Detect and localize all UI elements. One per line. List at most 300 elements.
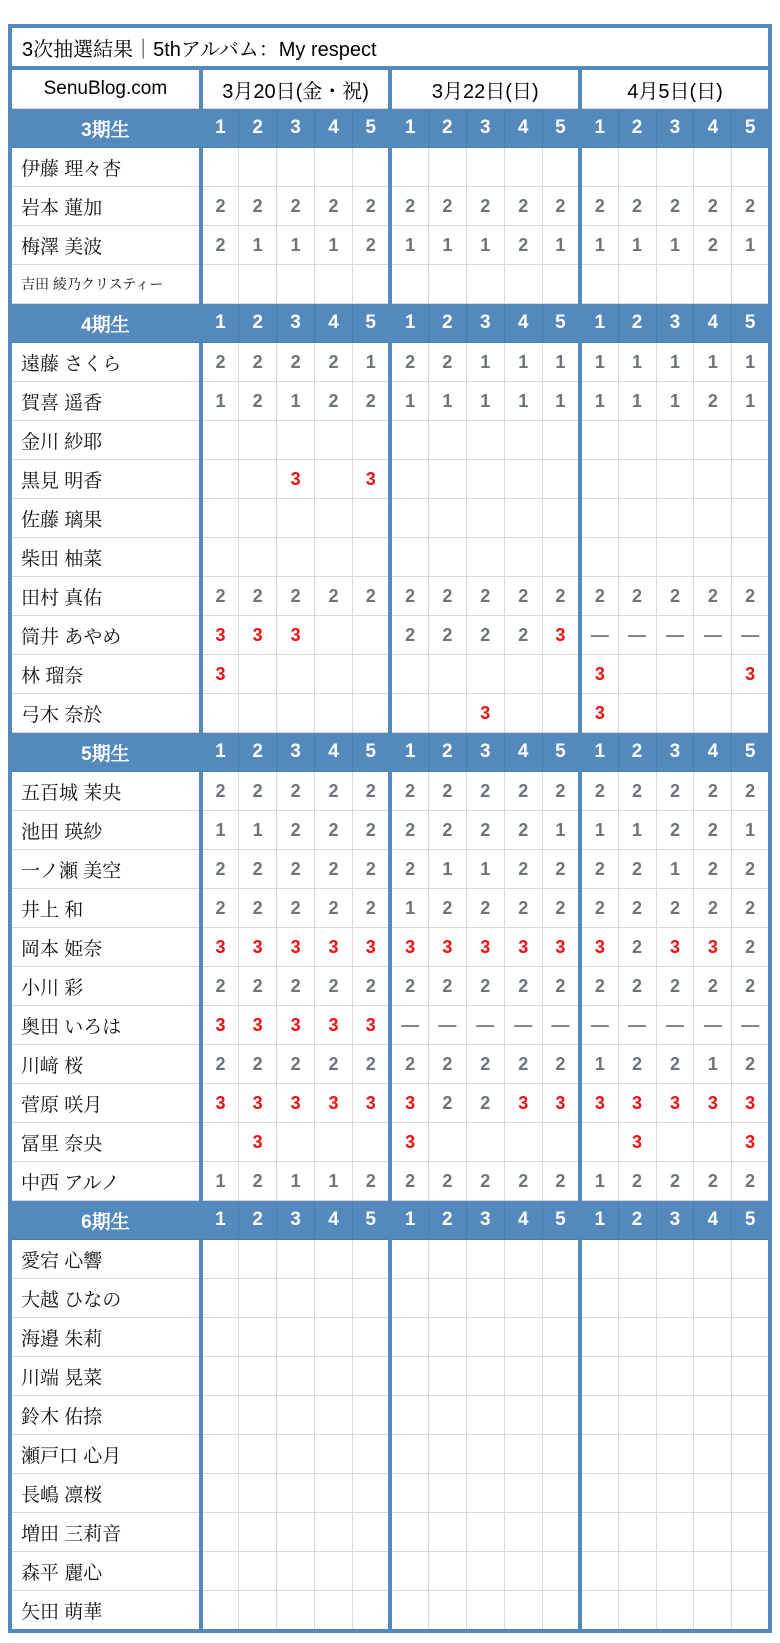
value-cell bbox=[504, 421, 542, 460]
slot-number: 1 bbox=[580, 1201, 618, 1240]
value-cell: 3 bbox=[353, 460, 391, 499]
value-cell bbox=[353, 1318, 391, 1357]
value-cell bbox=[618, 1318, 656, 1357]
value-cell: 2 bbox=[428, 343, 466, 382]
value-cell: 2 bbox=[315, 343, 353, 382]
value-cell: 1 bbox=[618, 382, 656, 421]
value-cell: 3 bbox=[466, 928, 504, 967]
value-cell: 2 bbox=[504, 850, 542, 889]
value-cell bbox=[504, 1279, 542, 1318]
value-cell bbox=[277, 1474, 315, 1513]
value-cell bbox=[656, 1474, 694, 1513]
value-cell bbox=[504, 1435, 542, 1474]
value-cell bbox=[618, 265, 656, 304]
value-cell bbox=[201, 1318, 239, 1357]
value-cell bbox=[201, 1591, 239, 1632]
value-cell bbox=[428, 1279, 466, 1318]
value-cell bbox=[239, 499, 277, 538]
value-cell: 2 bbox=[428, 889, 466, 928]
value-cell bbox=[239, 1591, 277, 1632]
value-cell: 2 bbox=[201, 187, 239, 226]
value-cell: 2 bbox=[315, 811, 353, 850]
member-name: 黒見 明香 bbox=[10, 460, 201, 499]
value-cell bbox=[353, 265, 391, 304]
value-cell: 2 bbox=[353, 967, 391, 1006]
value-cell bbox=[656, 1513, 694, 1552]
value-cell bbox=[580, 148, 618, 187]
value-cell: 2 bbox=[390, 187, 428, 226]
value-cell: 2 bbox=[656, 967, 694, 1006]
value-cell bbox=[315, 265, 353, 304]
value-cell bbox=[656, 1396, 694, 1435]
value-cell: 3 bbox=[353, 1084, 391, 1123]
value-cell: 2 bbox=[390, 1162, 428, 1201]
value-cell bbox=[656, 1240, 694, 1279]
slot-number: 5 bbox=[542, 733, 580, 772]
value-cell: 2 bbox=[466, 967, 504, 1006]
value-cell bbox=[694, 1240, 732, 1279]
member-name: 吉田 綾乃クリスティー bbox=[10, 265, 201, 304]
member-name: 増田 三莉音 bbox=[10, 1513, 201, 1552]
value-cell bbox=[466, 1357, 504, 1396]
member-row bbox=[10, 1318, 770, 1357]
value-cell bbox=[504, 1240, 542, 1279]
member-name: 矢田 萌華 bbox=[10, 1591, 201, 1632]
slot-number: 3 bbox=[466, 109, 504, 148]
slot-number: 1 bbox=[390, 733, 428, 772]
value-cell bbox=[466, 1513, 504, 1552]
section-label: 5期生 bbox=[10, 733, 201, 772]
value-cell: 1 bbox=[732, 382, 770, 421]
value-cell bbox=[694, 1357, 732, 1396]
slot-number: 2 bbox=[428, 1201, 466, 1240]
value-cell: 3 bbox=[732, 1123, 770, 1162]
value-cell bbox=[504, 1396, 542, 1435]
slot-number: 1 bbox=[201, 1201, 239, 1240]
member-row bbox=[10, 1357, 770, 1396]
value-cell bbox=[542, 1318, 580, 1357]
value-cell: 2 bbox=[390, 577, 428, 616]
value-cell: 2 bbox=[239, 967, 277, 1006]
value-cell: 2 bbox=[201, 343, 239, 382]
value-cell bbox=[201, 499, 239, 538]
value-cell: 3 bbox=[201, 1006, 239, 1045]
value-cell bbox=[277, 265, 315, 304]
value-cell bbox=[618, 460, 656, 499]
value-cell: 3 bbox=[353, 928, 391, 967]
value-cell: 3 bbox=[580, 655, 618, 694]
value-cell bbox=[656, 1552, 694, 1591]
value-cell bbox=[694, 1279, 732, 1318]
member-row bbox=[10, 382, 770, 421]
value-cell: 2 bbox=[201, 1045, 239, 1084]
value-cell bbox=[466, 655, 504, 694]
value-cell bbox=[201, 1123, 239, 1162]
value-cell: 3 bbox=[277, 1006, 315, 1045]
value-cell: 2 bbox=[618, 187, 656, 226]
value-cell: 1 bbox=[542, 343, 580, 382]
value-cell bbox=[656, 265, 694, 304]
value-cell: 2 bbox=[466, 577, 504, 616]
value-cell: 2 bbox=[353, 382, 391, 421]
value-cell bbox=[580, 538, 618, 577]
slot-number: 2 bbox=[618, 304, 656, 343]
lottery-results-table bbox=[8, 24, 772, 1633]
value-cell bbox=[656, 1357, 694, 1396]
member-name: 佐藤 璃果 bbox=[10, 499, 201, 538]
value-cell: 2 bbox=[201, 772, 239, 811]
value-cell: 2 bbox=[239, 1162, 277, 1201]
value-cell: — bbox=[428, 1006, 466, 1045]
value-cell bbox=[353, 1513, 391, 1552]
value-cell bbox=[580, 1591, 618, 1632]
value-cell bbox=[277, 499, 315, 538]
value-cell bbox=[732, 460, 770, 499]
value-cell bbox=[239, 655, 277, 694]
value-cell bbox=[580, 1435, 618, 1474]
value-cell bbox=[390, 1435, 428, 1474]
value-cell bbox=[428, 1357, 466, 1396]
value-cell: 2 bbox=[732, 889, 770, 928]
member-name: 中西 アルノ bbox=[10, 1162, 201, 1201]
value-cell: 1 bbox=[239, 226, 277, 265]
value-cell bbox=[732, 538, 770, 577]
value-cell bbox=[694, 1318, 732, 1357]
value-cell bbox=[353, 148, 391, 187]
value-cell: 1 bbox=[390, 889, 428, 928]
value-cell bbox=[542, 1279, 580, 1318]
value-cell: 1 bbox=[732, 811, 770, 850]
value-cell: 2 bbox=[580, 850, 618, 889]
slot-number: 3 bbox=[277, 304, 315, 343]
member-name: 長嶋 凛桜 bbox=[10, 1474, 201, 1513]
value-cell bbox=[390, 1513, 428, 1552]
value-cell bbox=[618, 499, 656, 538]
value-cell: 2 bbox=[656, 811, 694, 850]
slot-number: 1 bbox=[201, 304, 239, 343]
value-cell bbox=[390, 694, 428, 733]
value-cell bbox=[694, 499, 732, 538]
value-cell: 2 bbox=[390, 850, 428, 889]
value-cell bbox=[466, 1474, 504, 1513]
value-cell: 1 bbox=[428, 226, 466, 265]
value-cell: — bbox=[694, 616, 732, 655]
value-cell: 2 bbox=[466, 772, 504, 811]
value-cell bbox=[466, 1396, 504, 1435]
member-row bbox=[10, 1006, 770, 1045]
value-cell: 1 bbox=[239, 811, 277, 850]
value-cell: 2 bbox=[504, 967, 542, 1006]
member-name: 伊藤 理々杏 bbox=[10, 148, 201, 187]
value-cell: 1 bbox=[618, 811, 656, 850]
member-row bbox=[10, 1162, 770, 1201]
member-row bbox=[10, 499, 770, 538]
value-cell bbox=[466, 1435, 504, 1474]
value-cell bbox=[201, 538, 239, 577]
value-cell: 3 bbox=[277, 460, 315, 499]
value-cell: 2 bbox=[618, 850, 656, 889]
value-cell: 2 bbox=[315, 577, 353, 616]
value-cell bbox=[201, 148, 239, 187]
value-cell: 2 bbox=[694, 1162, 732, 1201]
value-cell: 2 bbox=[732, 772, 770, 811]
member-name: 奥田 いろは bbox=[10, 1006, 201, 1045]
value-cell bbox=[428, 538, 466, 577]
value-cell: 2 bbox=[694, 382, 732, 421]
date-header-3: 4月5日(日) bbox=[580, 68, 770, 109]
value-cell bbox=[466, 460, 504, 499]
value-cell bbox=[390, 460, 428, 499]
value-cell: — bbox=[656, 1006, 694, 1045]
value-cell: 2 bbox=[656, 889, 694, 928]
value-cell: 2 bbox=[466, 1045, 504, 1084]
value-cell: 1 bbox=[201, 1162, 239, 1201]
value-cell bbox=[580, 1240, 618, 1279]
value-cell bbox=[542, 1513, 580, 1552]
value-cell bbox=[618, 1357, 656, 1396]
slot-number: 4 bbox=[315, 304, 353, 343]
member-row bbox=[10, 460, 770, 499]
member-row bbox=[10, 1123, 770, 1162]
slot-number: 2 bbox=[239, 304, 277, 343]
member-name: 菅原 咲月 bbox=[10, 1084, 201, 1123]
value-cell: 2 bbox=[504, 577, 542, 616]
value-cell bbox=[732, 1552, 770, 1591]
value-cell bbox=[428, 1435, 466, 1474]
value-cell bbox=[542, 538, 580, 577]
value-cell bbox=[428, 265, 466, 304]
member-name: 森平 麗心 bbox=[10, 1552, 201, 1591]
value-cell bbox=[732, 1435, 770, 1474]
value-cell bbox=[656, 538, 694, 577]
value-cell bbox=[428, 655, 466, 694]
value-cell bbox=[428, 1318, 466, 1357]
value-cell bbox=[201, 421, 239, 460]
value-cell: 3 bbox=[201, 616, 239, 655]
member-name: 田村 真佑 bbox=[10, 577, 201, 616]
value-cell: 3 bbox=[504, 1084, 542, 1123]
slot-number: 3 bbox=[277, 733, 315, 772]
slot-number: 4 bbox=[694, 109, 732, 148]
value-cell bbox=[239, 1552, 277, 1591]
value-cell bbox=[315, 1474, 353, 1513]
value-cell bbox=[315, 538, 353, 577]
value-cell: 1 bbox=[504, 382, 542, 421]
value-cell bbox=[428, 499, 466, 538]
value-cell bbox=[277, 1123, 315, 1162]
value-cell bbox=[239, 460, 277, 499]
value-cell bbox=[277, 421, 315, 460]
value-cell: 2 bbox=[239, 187, 277, 226]
value-cell bbox=[732, 421, 770, 460]
date-header-2: 3月22日(日) bbox=[390, 68, 580, 109]
value-cell bbox=[428, 1591, 466, 1632]
value-cell: 2 bbox=[428, 577, 466, 616]
value-cell bbox=[353, 538, 391, 577]
value-cell: 2 bbox=[353, 187, 391, 226]
value-cell bbox=[618, 1279, 656, 1318]
value-cell bbox=[201, 1357, 239, 1396]
member-row bbox=[10, 655, 770, 694]
page-title: 3次抽選結果｜5thアルバム：My respect bbox=[10, 26, 770, 68]
value-cell: 1 bbox=[656, 226, 694, 265]
value-cell bbox=[466, 1591, 504, 1632]
value-cell: 3 bbox=[618, 1084, 656, 1123]
value-cell: 2 bbox=[353, 577, 391, 616]
value-cell: 3 bbox=[201, 928, 239, 967]
value-cell bbox=[239, 265, 277, 304]
value-cell: 1 bbox=[580, 226, 618, 265]
value-cell: 3 bbox=[277, 1084, 315, 1123]
value-cell: 2 bbox=[315, 967, 353, 1006]
value-cell bbox=[656, 1318, 694, 1357]
slot-number: 5 bbox=[353, 733, 391, 772]
member-row bbox=[10, 226, 770, 265]
value-cell: 2 bbox=[542, 889, 580, 928]
value-cell bbox=[580, 1513, 618, 1552]
value-cell: 2 bbox=[428, 1162, 466, 1201]
value-cell bbox=[732, 499, 770, 538]
value-cell: 2 bbox=[542, 577, 580, 616]
value-cell bbox=[504, 1123, 542, 1162]
value-cell bbox=[542, 1474, 580, 1513]
value-cell: 2 bbox=[732, 967, 770, 1006]
value-cell: — bbox=[694, 1006, 732, 1045]
value-cell bbox=[504, 1357, 542, 1396]
value-cell bbox=[504, 1318, 542, 1357]
slot-number: 5 bbox=[732, 733, 770, 772]
value-cell: 2 bbox=[239, 1045, 277, 1084]
value-cell: 2 bbox=[390, 811, 428, 850]
slot-number: 1 bbox=[201, 733, 239, 772]
value-cell bbox=[504, 1591, 542, 1632]
value-cell bbox=[315, 460, 353, 499]
value-cell: 2 bbox=[353, 772, 391, 811]
member-row bbox=[10, 694, 770, 733]
member-name: 井上 和 bbox=[10, 889, 201, 928]
member-row bbox=[10, 421, 770, 460]
value-cell: 2 bbox=[504, 616, 542, 655]
value-cell bbox=[618, 421, 656, 460]
value-cell: 3 bbox=[277, 928, 315, 967]
value-cell: 2 bbox=[239, 343, 277, 382]
value-cell: 2 bbox=[277, 343, 315, 382]
value-cell bbox=[542, 460, 580, 499]
value-cell: — bbox=[656, 616, 694, 655]
value-cell: — bbox=[618, 616, 656, 655]
site-brand: SenuBlog.com bbox=[10, 68, 201, 109]
value-cell: 2 bbox=[542, 967, 580, 1006]
value-cell bbox=[694, 655, 732, 694]
value-cell: 3 bbox=[580, 928, 618, 967]
value-cell bbox=[504, 148, 542, 187]
value-cell bbox=[239, 1435, 277, 1474]
value-cell bbox=[542, 1396, 580, 1435]
value-cell bbox=[580, 1552, 618, 1591]
value-cell bbox=[656, 1591, 694, 1632]
value-cell: 1 bbox=[618, 226, 656, 265]
value-cell: 3 bbox=[694, 928, 732, 967]
value-cell bbox=[239, 1474, 277, 1513]
member-name: 池田 瑛紗 bbox=[10, 811, 201, 850]
value-cell: 1 bbox=[201, 811, 239, 850]
value-cell bbox=[315, 148, 353, 187]
value-cell bbox=[732, 1474, 770, 1513]
value-cell bbox=[694, 265, 732, 304]
value-cell bbox=[694, 1591, 732, 1632]
value-cell: 1 bbox=[618, 343, 656, 382]
value-cell: 2 bbox=[618, 928, 656, 967]
member-row bbox=[10, 1396, 770, 1435]
value-cell bbox=[466, 538, 504, 577]
value-cell: 2 bbox=[732, 850, 770, 889]
value-cell bbox=[694, 148, 732, 187]
value-cell: — bbox=[390, 1006, 428, 1045]
value-cell bbox=[428, 1123, 466, 1162]
value-cell: 2 bbox=[656, 187, 694, 226]
value-cell: 2 bbox=[656, 577, 694, 616]
value-cell bbox=[466, 499, 504, 538]
value-cell bbox=[504, 655, 542, 694]
slot-number: 2 bbox=[239, 1201, 277, 1240]
value-cell: 3 bbox=[542, 616, 580, 655]
slot-number: 4 bbox=[315, 1201, 353, 1240]
value-cell: 3 bbox=[277, 616, 315, 655]
member-name: 冨里 奈央 bbox=[10, 1123, 201, 1162]
value-cell: 1 bbox=[428, 382, 466, 421]
value-cell: 2 bbox=[428, 1045, 466, 1084]
value-cell: 2 bbox=[428, 187, 466, 226]
value-cell bbox=[315, 1513, 353, 1552]
value-cell bbox=[315, 1123, 353, 1162]
value-cell bbox=[618, 538, 656, 577]
value-cell bbox=[542, 1123, 580, 1162]
value-cell bbox=[201, 1474, 239, 1513]
value-cell bbox=[315, 655, 353, 694]
value-cell bbox=[694, 1552, 732, 1591]
value-cell: 3 bbox=[390, 1084, 428, 1123]
value-cell: 3 bbox=[580, 1084, 618, 1123]
value-cell: 3 bbox=[315, 928, 353, 967]
value-cell bbox=[428, 421, 466, 460]
value-cell bbox=[239, 1513, 277, 1552]
value-cell: 3 bbox=[542, 928, 580, 967]
value-cell: 2 bbox=[542, 1045, 580, 1084]
value-cell: 1 bbox=[315, 1162, 353, 1201]
member-name: 林 瑠奈 bbox=[10, 655, 201, 694]
slot-number: 4 bbox=[504, 733, 542, 772]
value-cell bbox=[277, 1279, 315, 1318]
value-cell: 3 bbox=[732, 1084, 770, 1123]
value-cell: 3 bbox=[504, 928, 542, 967]
value-cell: 3 bbox=[239, 1084, 277, 1123]
member-name: 小川 彩 bbox=[10, 967, 201, 1006]
member-name: 鈴木 佑捺 bbox=[10, 1396, 201, 1435]
value-cell: 3 bbox=[201, 1084, 239, 1123]
member-row bbox=[10, 1552, 770, 1591]
value-cell: 1 bbox=[277, 226, 315, 265]
value-cell: 2 bbox=[656, 772, 694, 811]
value-cell: 2 bbox=[277, 187, 315, 226]
section-label: 6期生 bbox=[10, 1201, 201, 1240]
member-row bbox=[10, 577, 770, 616]
value-cell bbox=[694, 1123, 732, 1162]
value-cell: 1 bbox=[580, 1045, 618, 1084]
member-name: 海邉 朱莉 bbox=[10, 1318, 201, 1357]
member-name: 弓木 奈於 bbox=[10, 694, 201, 733]
value-cell: 3 bbox=[390, 1123, 428, 1162]
value-cell bbox=[542, 1435, 580, 1474]
